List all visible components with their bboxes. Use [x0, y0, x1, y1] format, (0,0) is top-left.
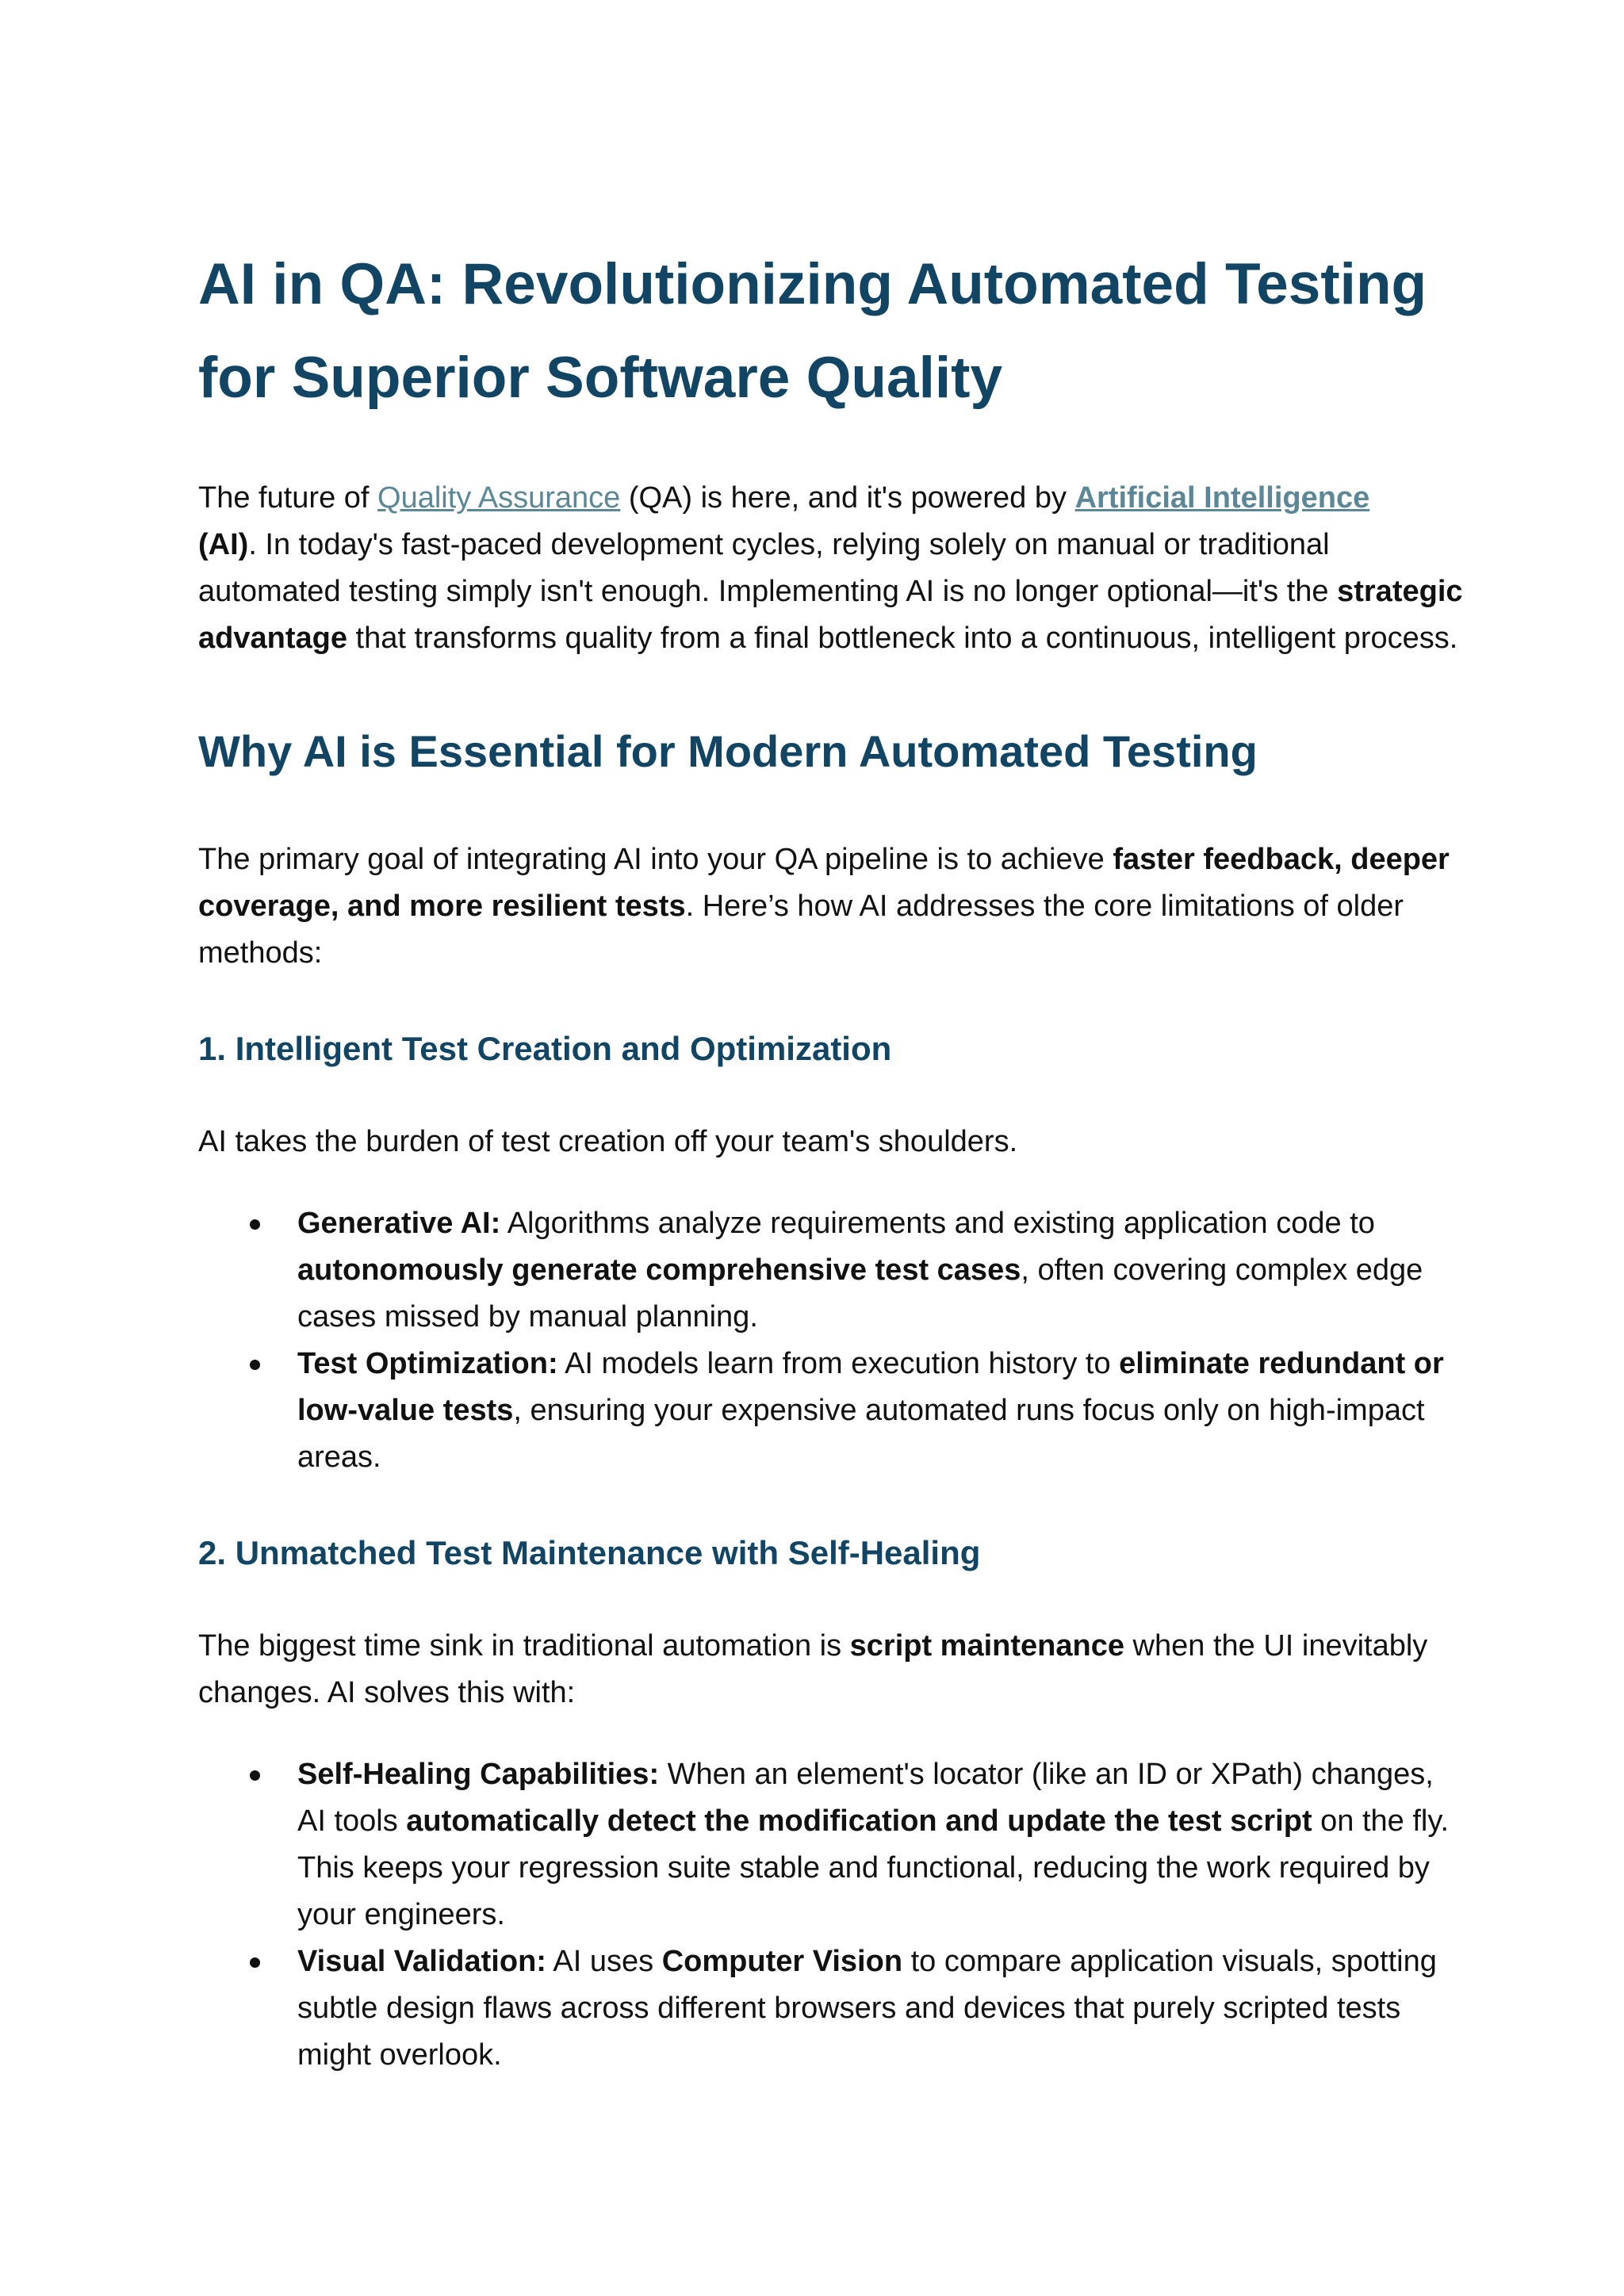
list-item-label: Test Optimization:: [297, 1347, 558, 1380]
intro-text: . In today's fast-paced development cycles, relying solely on manual or traditional automated testing simply isn't enough. Implementing AI is no longer optional—it's the: [198, 528, 1338, 608]
intro-text: that transforms quality from a final bottleneck into a continuous, intelligent process.: [347, 622, 1458, 655]
subsection-intro: [198, 1623, 1467, 1716]
page-title: AI in QA: Revolutionizing Automated Testing for Superior Software Quality: [198, 252, 1427, 410]
bullet-icon: [250, 1770, 260, 1781]
section-heading-why-ai: Why AI is Essential for Modern Automated Testing: [198, 726, 1258, 776]
ai-abbreviation: (AI): [198, 528, 249, 561]
subheading-test-creation: 1. Intelligent Test Creation and Optimization: [198, 1030, 892, 1067]
list-item-label: Generative AI:: [297, 1207, 501, 1240]
quality-assurance-link[interactable]: Quality Assurance: [377, 481, 621, 515]
list-item-text: When an element's locator (like an ID or XPath) changes, AI tools: [297, 1758, 1434, 1838]
bullet-icon: [250, 1957, 260, 1968]
section-text: The primary goal of integrating AI into your QA pipeline is to achieve: [198, 843, 1113, 876]
list-item-bold: Computer Vision: [661, 1945, 903, 1978]
list-item-text: AI models learn from execution history to: [557, 1347, 1120, 1380]
list-item-label: Visual Validation:: [297, 1945, 546, 1978]
section-text: . Here’s how AI addresses the core limitations of older methods:: [198, 890, 1404, 970]
script-maintenance-bold: script maintenance: [849, 1629, 1124, 1663]
list-item-text: Algorithms analyze requirements and existing application code to: [500, 1207, 1375, 1240]
list-item-bold: autonomously generate comprehensive test cases: [297, 1253, 1021, 1287]
list-item-text: on the fly. This keeps your regression suite stable and functional, reducing the work required by your engineers.: [297, 1804, 1450, 1931]
bullet-icon: [250, 1219, 260, 1230]
subsection-text: when the UI inevitably changes. AI solves this with:: [198, 1629, 1428, 1709]
intro-text: The future of: [198, 481, 378, 515]
list-item-text: to compare application visuals, spotting subtle design flaws across different browsers and devices that purely scripted tests might overlook.: [297, 1945, 1437, 2072]
list-item: [198, 1341, 1467, 1481]
bullet-list: [198, 1200, 1467, 1481]
list-item: [198, 1938, 1467, 2079]
list-item-text: AI uses: [546, 1945, 662, 1978]
list-item: [198, 1200, 1467, 1341]
intro-text: (QA) is here, and it's powered by: [620, 481, 1075, 515]
list-item-text: , ensuring your expensive automated runs focus only on high-impact areas.: [297, 1394, 1425, 1474]
section-bold-text: faster feedback, deeper coverage, and more resilient tests: [198, 843, 1450, 923]
intro-paragraph: [198, 475, 1467, 662]
list-item-bold: automatically detect the modification and update the test script: [406, 1804, 1312, 1838]
strategic-advantage-bold: strategic advantage: [198, 575, 1463, 655]
list-item-text: , often covering complex edge cases missed by manual planning.: [297, 1253, 1423, 1334]
subsection-text: The biggest time sink in traditional automation is: [198, 1629, 850, 1663]
list-item: [198, 1751, 1467, 1938]
article: [198, 238, 1467, 2079]
bullet-list: [198, 1751, 1467, 2079]
artificial-intelligence-link[interactable]: Artificial Intelligence: [1074, 481, 1370, 515]
section-paragraph: [198, 836, 1467, 977]
subheading-self-healing: 2. Unmatched Test Maintenance with Self-Healing: [198, 1534, 981, 1571]
bullet-icon: [250, 1360, 260, 1370]
list-item-bold: eliminate redundant or low-value tests: [297, 1347, 1444, 1427]
list-item-label: Self-Healing Capabilities:: [297, 1758, 660, 1791]
subsection-intro: AI takes the burden of test creation off your team's shoulders.: [198, 1125, 1018, 1158]
